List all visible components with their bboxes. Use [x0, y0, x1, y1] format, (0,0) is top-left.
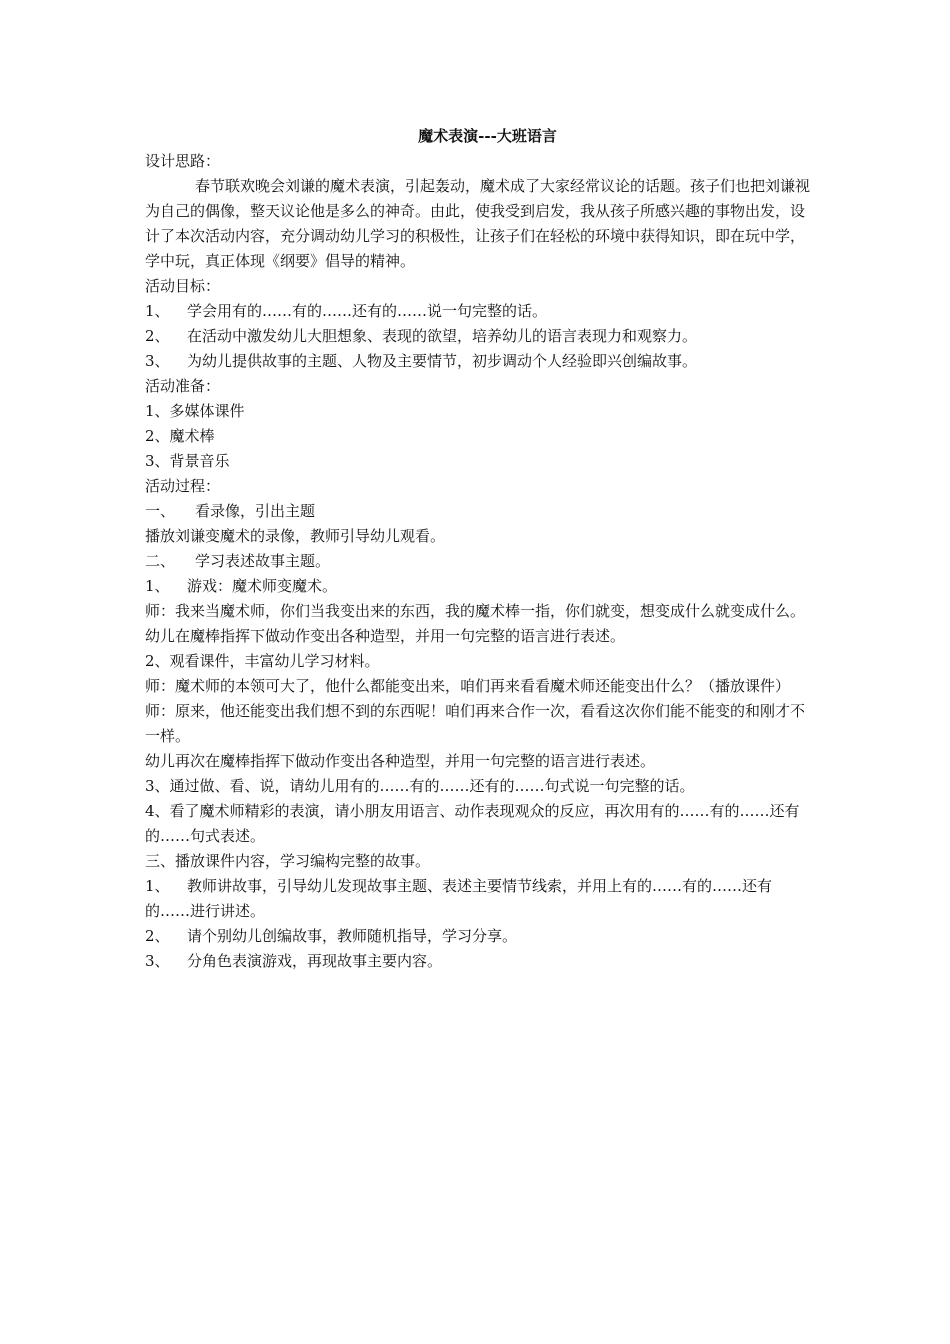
goal-text: 学会用有的……有的……还有的……说一句完整的话。 [187, 302, 548, 320]
part3-item [145, 874, 810, 924]
process-heading: 活动过程： [145, 477, 221, 495]
teacher-line-3: 师：原来，他还能变出我们想不到的东西呢！咱们再来合作一次，看看这次你们能不能变的和刚才不一样。 [145, 702, 806, 745]
teacher-line-1: 师：我来当魔术师，你们当我变出来的东西，我的魔术棒一指，你们就变，想变成什么就变成什么。 [145, 602, 806, 620]
child-line-1: 幼儿在魔棒指挥下做动作变出各种造型，并用一句完整的语言进行表述。 [145, 627, 626, 645]
goal-text: 为幼儿提供故事的主题、人物及主要情节，初步调动个人经验即兴创编故事。 [187, 352, 698, 370]
document-body [145, 124, 810, 974]
design-paragraph: 春节联欢晚会刘谦的魔术表演，引起轰动，魔术成了大家经常议论的话题。孩子们也把刘谦视为自己的偶像，整天议论他是多么的神奇。由此，使我受到启发，我从孩子所感兴趣的事物出发，设计了本次活动内容，充分调动幼儿学习的积极性，让孩子们在轻松的环境中获得知识，即在玩中学，学中玩，真正体现《纲要》倡导的精神。 [145, 177, 811, 270]
part1-text: 播放刘谦变魔术的录像，教师引导幼儿观看。 [145, 527, 446, 545]
prep-item: 1、多媒体课件 [145, 402, 245, 420]
goal-number: 3、 [145, 352, 170, 370]
part2-title: 学习表述故事主题。 [195, 552, 331, 570]
goal-number: 1、 [145, 302, 170, 320]
part2-number: 二、 [145, 552, 176, 570]
prep-item: 2、魔术棒 [145, 427, 215, 445]
prep-heading: 活动准备： [145, 377, 221, 395]
part3-item-number: 1、 [145, 877, 170, 895]
part3-item [145, 924, 810, 949]
part3-item-text: 教师讲故事，引导幼儿发现故事主题、表述主要情节线索，并用上有的……有的……还有的……进行讲述。 [145, 877, 773, 920]
process-part1 [145, 499, 810, 524]
part1-title: 看录像，引出主题 [195, 502, 316, 520]
part2-sub3: 3、通过做、看、说，请幼儿用有的……有的……还有的……句式说一句完整的话。 [145, 777, 695, 795]
part3-item-number: 2、 [145, 927, 170, 945]
goal-number: 2、 [145, 327, 170, 345]
part2-sub4: 4、看了魔术师精彩的表演，请小朋友用语言、动作表现观众的反应，再次用有的……有的……还有的……句式表述。 [145, 802, 800, 845]
goals-heading: 活动目标： [145, 277, 221, 295]
sub1-title: 游戏：魔术师变魔术。 [187, 577, 338, 595]
part1-number: 一、 [145, 502, 176, 520]
part3-item-text: 请个别幼儿创编故事，教师随机指导，学习分享。 [187, 927, 518, 945]
part3-item-text: 分角色表演游戏，再现故事主要内容。 [187, 952, 443, 970]
part2-sub1 [145, 574, 810, 599]
document-title: 魔术表演---大班语言 [418, 127, 557, 145]
teacher-line-2: 师：魔术师的本领可大了，他什么都能变出来，咱们再来看看魔术师还能变出什么？（播放课件） [145, 677, 791, 695]
process-part2 [145, 549, 810, 574]
process-part3: 三、播放课件内容，学习编构完整的故事。 [145, 852, 431, 870]
goal-item [145, 324, 810, 349]
sub1-number: 1、 [145, 577, 170, 595]
goal-text: 在活动中激发幼儿大胆想象、表现的欲望，培养幼儿的语言表现力和观察力。 [187, 327, 698, 345]
part2-sub2: 2、观看课件，丰富幼儿学习材料。 [145, 652, 380, 670]
goal-item [145, 299, 810, 324]
design-heading: 设计思路： [145, 152, 221, 170]
goal-item [145, 349, 810, 374]
child-line-2: 幼儿再次在魔棒指挥下做动作变出各种造型，并用一句完整的语言进行表述。 [145, 752, 656, 770]
prep-item: 3、背景音乐 [145, 452, 230, 470]
part3-item [145, 949, 810, 974]
part3-item-number: 3、 [145, 952, 170, 970]
